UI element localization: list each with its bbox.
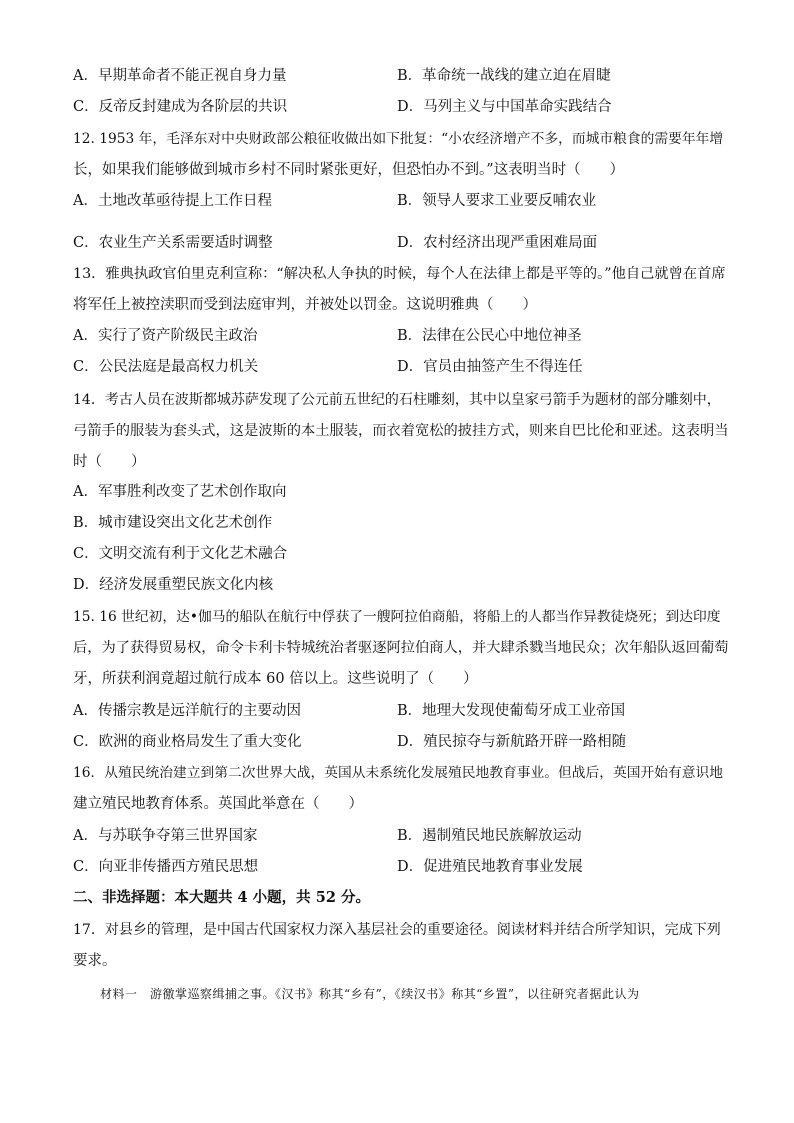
q13-stem-line1: 13．雅典执政官伯里克利宣称：“解决私人争执的时候，每个人在法律上都是平等的。”他自己就曾在首席	[73, 266, 726, 282]
q15-option-d: D．殖民掠夺与新航路开辟一路相随	[397, 734, 627, 750]
q14-stem-line2: 弓箭手的服装为套头式，这是波斯的本土服装，而衣着宽松的披挂方式，则来自巴比伦和亚述。这表明当	[73, 423, 729, 439]
q13-option-d: D．官员由抽签产生不得连任	[397, 359, 583, 375]
q12-stem-line2: 长，如果我们能够做到城市乡村不同时紧张更好，但恐怕办不到。”这表明当时（ ）	[73, 162, 625, 178]
q12-stem-line1: 12. 1953 年，毛泽东对中央财政部公粮征收做出如下批复：“小农经济增产不多，而城市粮食的需要年年增	[73, 131, 724, 147]
q16-option-a: A．与苏联争夺第三世界国家	[73, 828, 258, 844]
q16-option-b: B．遏制殖民地民族解放运动	[397, 828, 582, 844]
q15-option-b: B．地理大发现使葡萄牙成工业帝国	[397, 703, 626, 719]
q16-option-c: C．向亚非传播西方殖民思想	[73, 859, 259, 875]
q12-option-a: A．土地改革亟待提上工作日程	[73, 193, 272, 209]
section-heading: 二、非选择题：本大题共 4 小题，共 52 分。	[73, 889, 370, 906]
q13-option-b: B．法律在公民心中地位神圣	[397, 328, 582, 344]
q13-stem-line2: 将军任上被控渎职而受到法庭审判，并被处以罚金。这说明雅典（ ）	[73, 297, 537, 313]
q14-stem-line1: 14．考古人员在波斯都城苏萨发现了公元前五世纪的石柱雕刻，其中以皇家弓箭手为题材的部分雕刻中，	[73, 392, 721, 408]
q11-option-b: B．革命统一战线的建立迫在眉睫	[397, 68, 611, 84]
q15-stem-line3: 牙，所获利润竟超过航行成本 60 倍以上。这些说明了（ ）	[73, 671, 478, 687]
q16-option-d: D．促进殖民地教育事业发展	[397, 859, 583, 875]
q14-option-d: D．经济发展重塑民族文化内核	[73, 577, 274, 593]
q15-option-c: C．欧洲的商业格局发生了重大变化	[73, 734, 302, 750]
q11-option-a: A．早期革命者不能正视自身力量	[73, 68, 287, 84]
q15-option-a: A．传播宗教是远洋航行的主要动因	[73, 703, 301, 719]
q16-stem-line2: 建立殖民地教育体系。英国此举意在（ ）	[73, 796, 363, 812]
q13-option-c: C．公民法庭是最高权力机关	[73, 359, 259, 375]
q14-option-b: B．城市建设突出文化艺术创作	[73, 515, 273, 531]
q17-stem-line1: 17．对县乡的管理，是中国古代国家权力深入基层社会的重要途径。阅读材料并结合所学知识，完成下列	[73, 922, 721, 938]
q12-option-b: B．领导人要求工业要反哺农业	[397, 193, 597, 209]
q15-stem-line2: 后，为了获得贸易权，命令卡利卡特城统治者驱逐阿拉伯商人，并大肆杀戮当地民众；次年船队返回葡萄	[73, 640, 729, 656]
q17-material-line: 材料一 游徼掌巡察缉捕之事。《汉书》称其“乡有”，《续汉书》称其“乡置”，以往研究者据此认为	[100, 987, 640, 1001]
q17-stem-line2: 要求。	[73, 953, 117, 969]
q14-stem-line3: 时（ ）	[73, 454, 146, 470]
q15-stem-line1: 15. 16 世纪初，达•伽马的船队在航行中俘获了一艘阿拉伯商船，将船上的人都当作异教徒烧死；到达印度	[73, 609, 721, 625]
q12-option-d: D．农村经济出现严重困难局面	[397, 235, 598, 251]
q12-option-c: C．农业生产关系需要适时调整	[73, 235, 273, 251]
q11-option-d: D．马列主义与中国革命实践结合	[397, 99, 612, 115]
q13-option-a: A．实行了资产阶级民主政治	[73, 328, 258, 344]
q11-option-c: C．反帝反封建成为各阶层的共识	[73, 99, 288, 115]
q14-option-a: A．军事胜利改变了艺术创作取向	[73, 484, 287, 500]
q16-stem-line1: 16．从殖民统治建立到第二次世界大战，英国从未系统化发展殖民地教育事业。但战后，英国开始有意识地	[73, 765, 723, 781]
q14-option-c: C．文明交流有利于文化艺术融合	[73, 546, 288, 562]
